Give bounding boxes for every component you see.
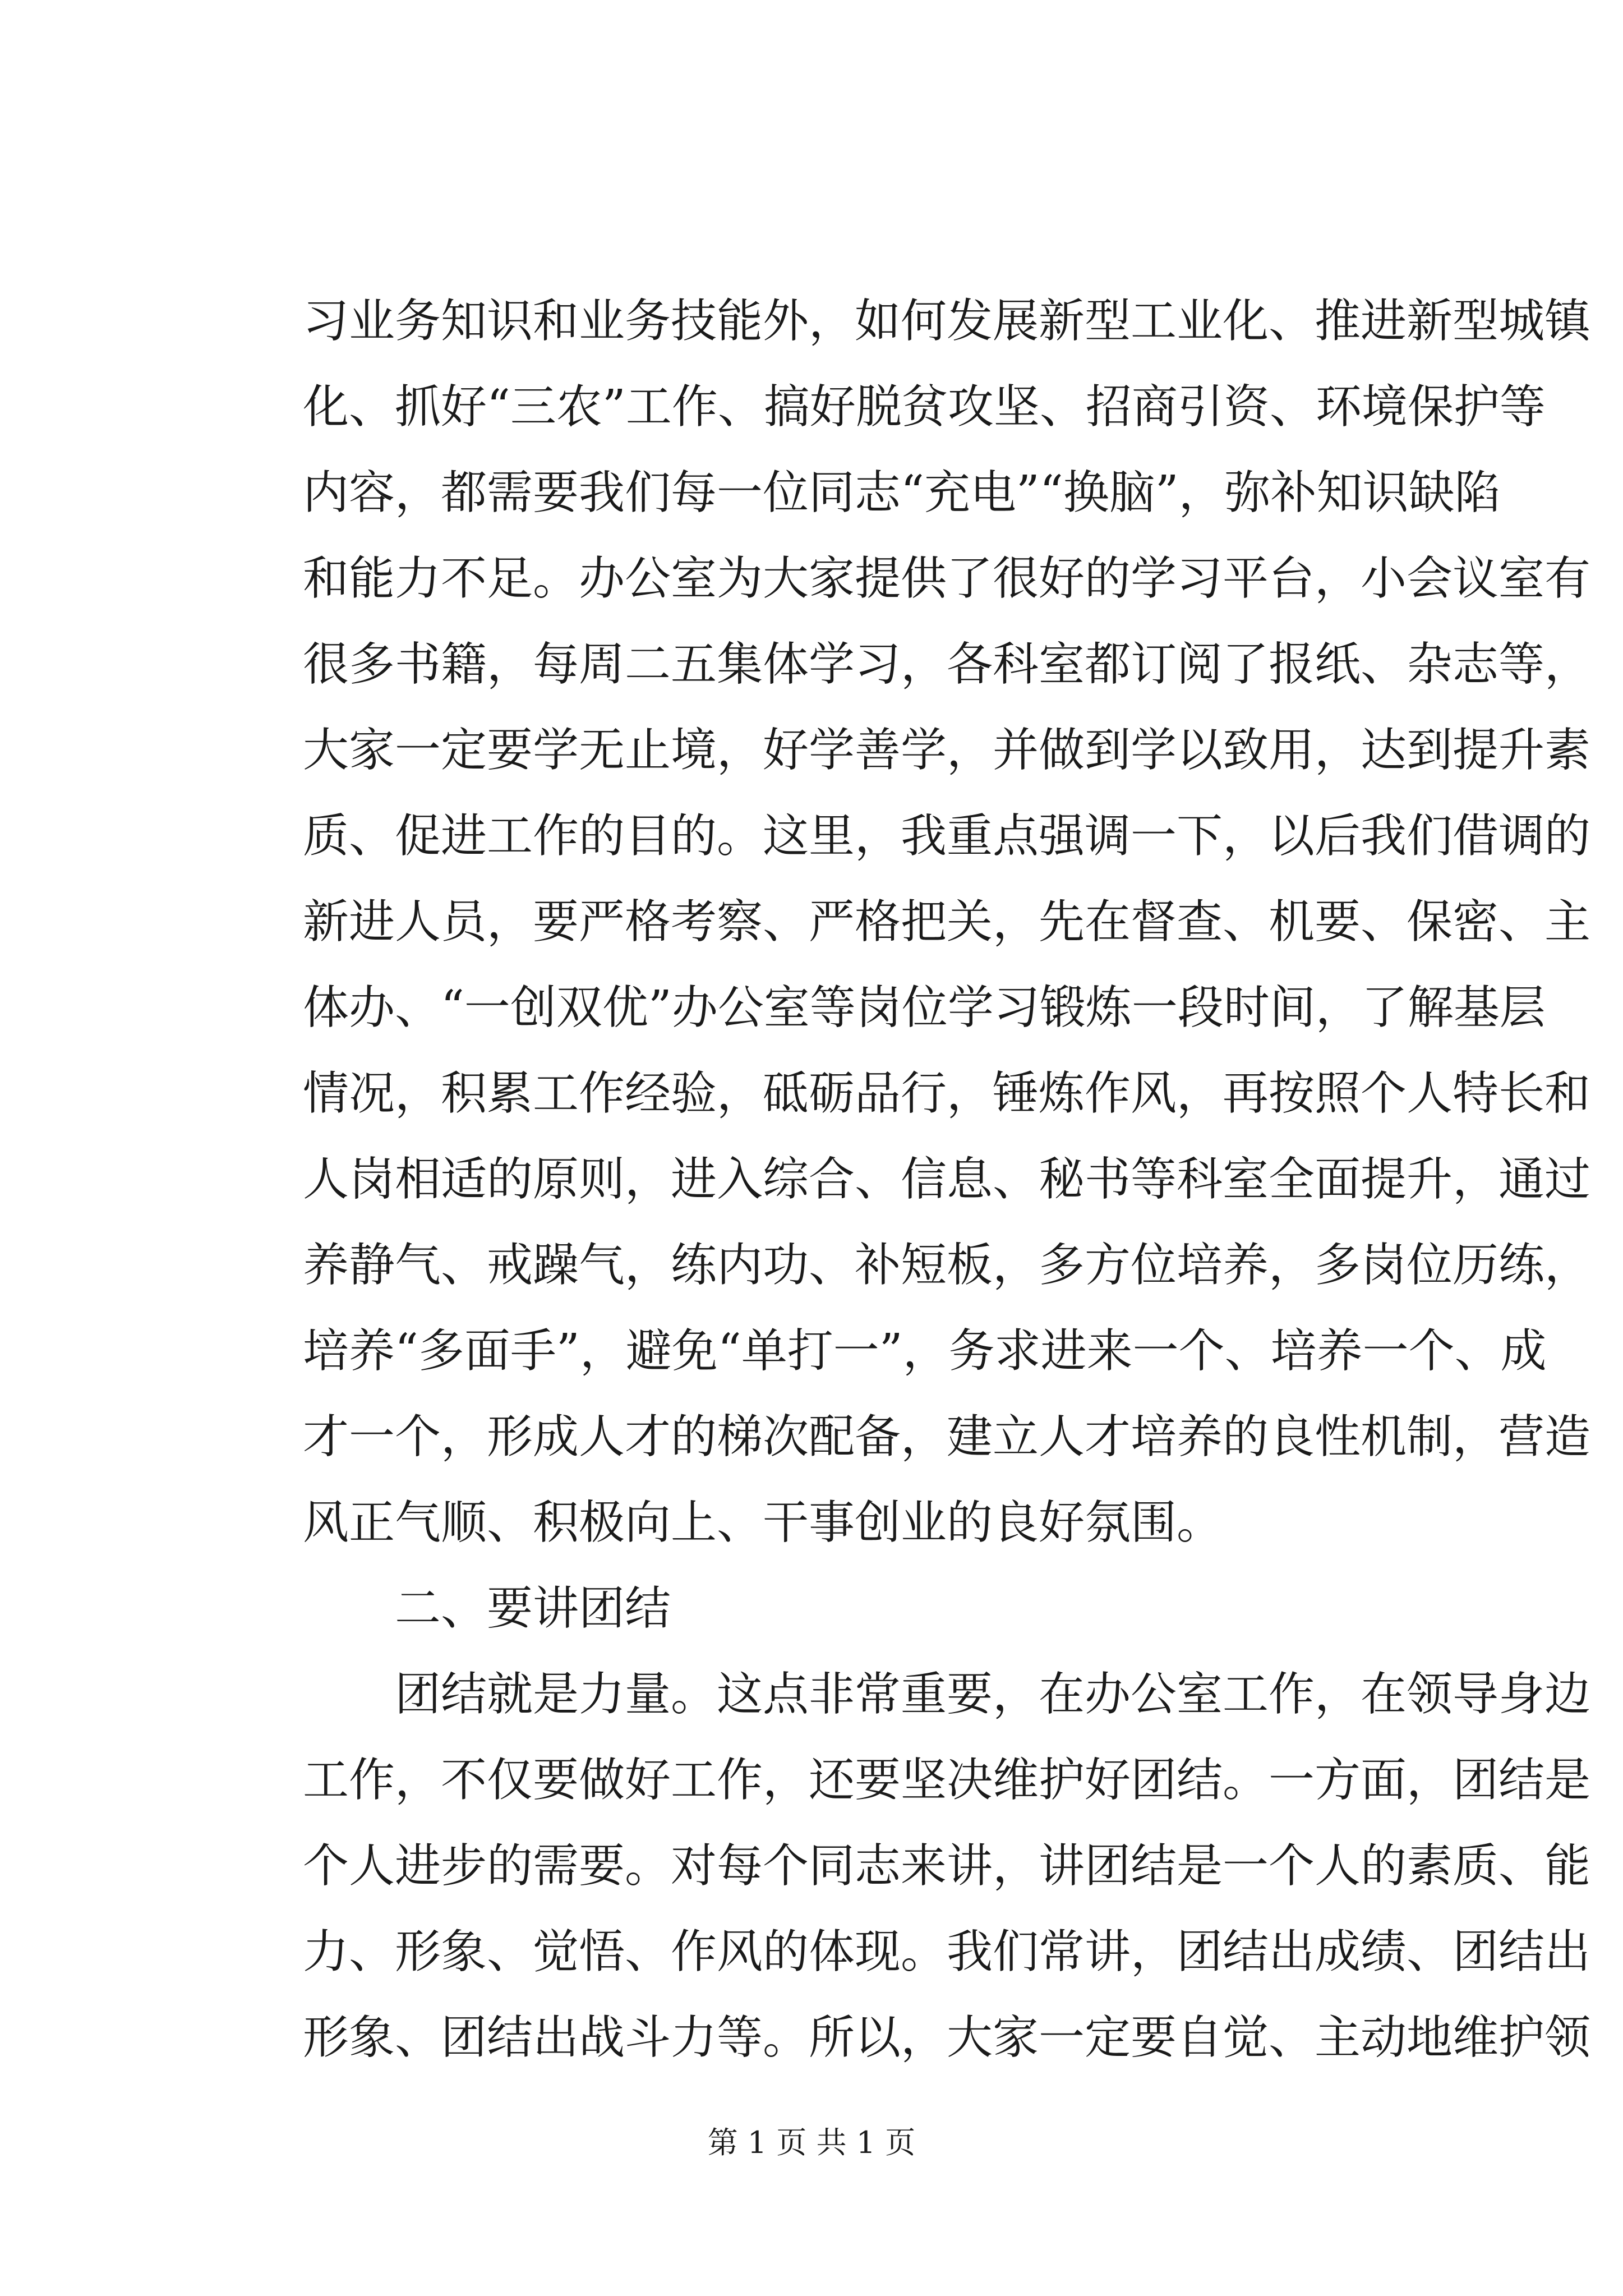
text-line: 团结就是力量。这点非常重要，在办公室工作，在领导身边 [395,1668,1591,1721]
text-line: 情况，积累工作经验，砥砺品行，锤炼作风，再按照个人特长和 [303,1067,1591,1120]
page-footer: 第 1 页 共 1 页 [707,2125,916,2160]
text-line: 风正气顺、积极向上、干事创业的良好氛围。 [303,1496,1223,1549]
text-line: 培养“多面手”，避免“单打一”，务求进来一个、培养一个、成 [303,1324,1547,1378]
body-text [303,278,1591,2081]
text-line: 化、抓好“三农”工作、搞好脱贫攻坚、招商引资、环境保护等 [303,380,1546,434]
text-line: 大家一定要学无止境，好学善学，并做到学以致用，达到提升素 [303,724,1591,777]
text-line: 形象、团结出战斗力等。所以，大家一定要自觉、主动地维护领 [303,2011,1591,2064]
text-line: 体办、“一创双优”办公室等岗位学习锻炼一段时间，了解基层 [303,981,1546,1034]
text-line: 质、促进工作的目的。这里，我重点强调一下，以后我们借调的 [303,809,1591,863]
text-line: 内容，都需要我们每一位同志“充电”“换脑”，弥补知识缺陷 [303,466,1501,519]
text-line: 工作，不仅要做好工作，还要坚决维护好团结。一方面，团结是 [303,1754,1591,1807]
text-line: 养静气、戒躁气，练内功、补短板，多方位培养，多岗位历练， [303,1239,1591,1292]
text-line: 很多书籍，每周二五集体学习，各科室都订阅了报纸、杂志等， [303,638,1591,691]
section-heading: 二、要讲团结 [395,1582,671,1635]
text-line: 人岗相适的原则，进入综合、信息、秘书等科室全面提升，通过 [303,1153,1591,1206]
text-line: 才一个，形成人才的梯次配备，建立人才培养的良性机制，营造 [303,1410,1591,1464]
text-line: 新进人员，要严格考察、严格把关，先在督查、机要、保密、主 [303,895,1591,949]
text-line: 和能力不足。办公室为大家提供了很好的学习平台，小会议室有 [303,552,1591,605]
text-line: 个人进步的需要。对每个同志来讲，讲团结是一个人的素质、能 [303,1839,1591,1893]
text-line: 习业务知识和业务技能外，如何发展新型工业化、推进新型城镇 [303,295,1591,348]
text-line: 力、形象、觉悟、作风的体现。我们常讲，团结出成绩、团结出 [303,1925,1591,1978]
